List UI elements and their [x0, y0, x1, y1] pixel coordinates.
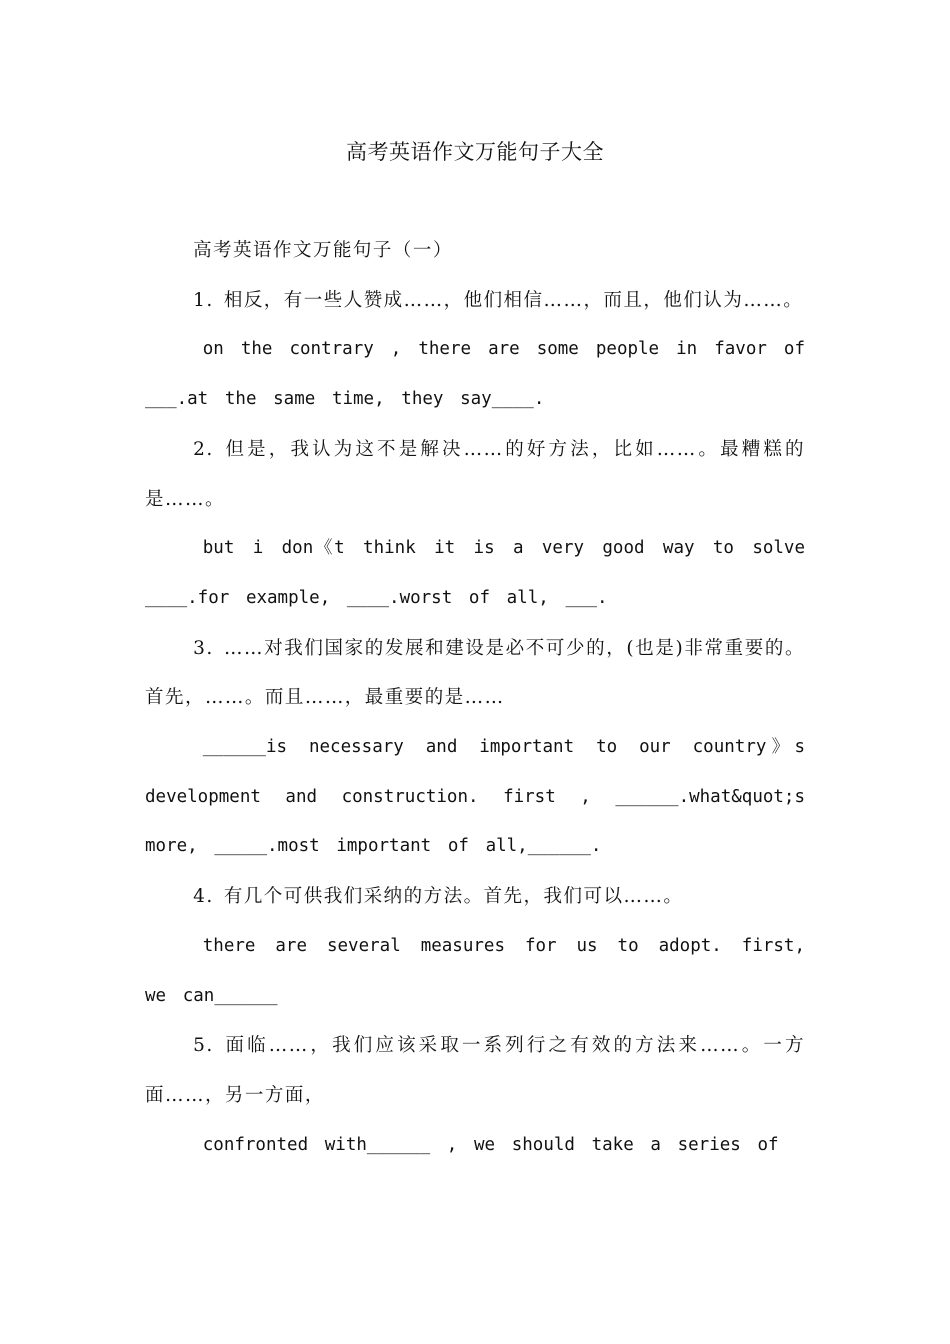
sentence-3-chinese: 3. ……对我们国家的发展和建设是必不可少的，(也是)非常重要的。首先，……。而且……，最重要的是……	[145, 637, 805, 709]
sentence-5-chinese: 5. 面临……，我们应该采取一系列行之有效的方法来……。一方面……，另一方面，	[145, 1035, 805, 1106]
sentence-1-chinese: 1. 相反，有一些人赞成……，他们相信……，而且，他们认为……。	[193, 289, 804, 311]
sentence-2-english: but i don《t think it is a very good way to solve ____.for example, ____.worst of all, ___.	[145, 538, 805, 608]
document-title: 高考英语作文万能句子大全	[346, 140, 604, 164]
sentence-3-english: ______is necessary and important to our country》s development and construction. first , ______.what&quot;s more, _____.most important of all,______.	[145, 737, 805, 857]
sentence-2-chinese: 2. 但是，我认为这不是解决……的好方法，比如……。最糟糕的是……。	[145, 438, 805, 510]
sentence-1-english: on the contrary , there are some people in favor of ___.at the same time, they say____.	[145, 339, 805, 410]
section-heading: 高考英语作文万能句子（一）	[193, 240, 453, 261]
sentence-4-chinese: 4. 有几个可供我们采纳的方法。首先，我们可以……。	[193, 886, 684, 908]
sentence-4-english: there are several measures for us to adopt. first, we can______	[145, 935, 805, 1006]
document-body	[145, 226, 805, 1170]
sentence-5-english: confronted with______ , we should take a series of	[202, 1134, 779, 1155]
